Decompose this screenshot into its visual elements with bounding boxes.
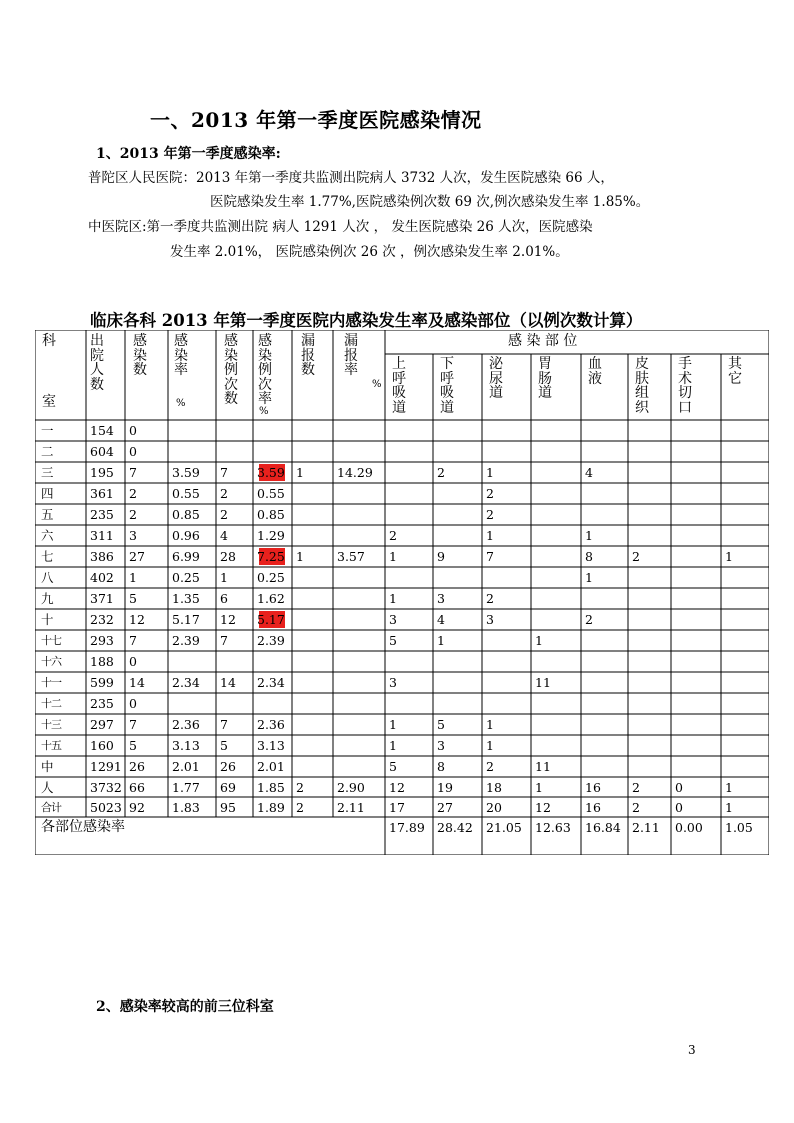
table-cell: 1	[486, 717, 494, 732]
table-cell: 95	[220, 800, 236, 815]
table-cell: 2	[632, 549, 640, 564]
table-cell: 2	[129, 507, 137, 522]
table-cell: 2.90	[337, 780, 365, 795]
paragraph-putuo-line1: 普陀区人民医院：2013 年第一季度共监测出院病人 3732 人次，发生医院感染 66 人，	[88, 170, 614, 186]
table-cell: 5	[389, 633, 397, 648]
table-cell: 2.34	[172, 675, 200, 690]
dept-cell: 一	[41, 423, 54, 438]
dept-cell: 合计	[41, 801, 61, 814]
table-cell: 1	[389, 549, 397, 564]
table-cell: 69	[220, 780, 236, 795]
table-cell: 0	[129, 696, 137, 711]
table-cell: 12	[535, 800, 551, 815]
dept-cell: 三	[41, 465, 54, 480]
table-cell: 5.17	[257, 612, 285, 627]
table-cell: 3.13	[172, 738, 200, 753]
header-case-rate: 感染例次率	[258, 333, 272, 407]
table-cell: 7	[220, 633, 228, 648]
table-cell: 5	[129, 738, 137, 753]
table-cell: 8	[585, 549, 593, 564]
paragraph-tcm-line2: 发生率 2.01%， 医院感染例次 26 次 ，例次感染发生率 2.01%。	[170, 244, 569, 260]
table-cell: 11	[535, 759, 551, 774]
table-cell: 1	[129, 570, 137, 585]
header-site-3: 胃肠道	[538, 356, 552, 401]
table-cell: 27	[437, 800, 453, 815]
table-cell: 8	[437, 759, 445, 774]
table-cell: 5.17	[172, 612, 200, 627]
table-cell: 18	[486, 780, 502, 795]
header-site-2: 泌尿道	[489, 356, 503, 401]
table-cell: 2.34	[257, 675, 285, 690]
table-cell: 1	[296, 549, 304, 564]
header-rate: 感染率	[174, 333, 188, 378]
dept-cell: 九	[41, 591, 54, 606]
table-cell: 154	[90, 423, 114, 438]
dept-cell: 十五	[41, 739, 61, 752]
table-cell: 7.25	[257, 549, 285, 564]
table-cell: 2	[129, 486, 137, 501]
table-cell: 17	[389, 800, 405, 815]
table-cell: 26	[129, 759, 145, 774]
footer-value: 0.00	[675, 820, 703, 835]
table-cell: 3	[437, 591, 445, 606]
table-cell: 311	[90, 528, 114, 543]
dept-cell: 四	[41, 486, 54, 501]
table-cell: 3.59	[257, 465, 285, 480]
footer-value: 1.05	[725, 820, 753, 835]
table-cell: 297	[90, 717, 114, 732]
table-cell: 14	[129, 675, 145, 690]
table-cell: 1	[389, 717, 397, 732]
table-cell: 1.29	[257, 528, 285, 543]
table-cell: 3	[437, 738, 445, 753]
dept-cell: 人	[41, 780, 54, 795]
table-cell: 2	[220, 486, 228, 501]
table-cell: 5	[220, 738, 228, 753]
table-cell: 14	[220, 675, 236, 690]
pct-rate: %	[176, 398, 186, 409]
table-cell: 1	[486, 738, 494, 753]
dept-cell: 十	[41, 612, 54, 627]
footer-label: 各部位感染率	[41, 819, 125, 835]
table-cell: 3.13	[257, 738, 285, 753]
table-cell: 6.99	[172, 549, 200, 564]
section-1-heading: 1、2013 年第一季度感染率:	[96, 146, 281, 162]
table-cell: 92	[129, 800, 145, 815]
table-cell: 1.77	[172, 780, 200, 795]
table-cell: 1	[725, 780, 733, 795]
table-cell: 4	[585, 465, 593, 480]
table-cell: 3732	[90, 780, 122, 795]
footer-value: 2.11	[632, 820, 660, 835]
dept-cell: 十一	[41, 676, 61, 689]
pct-case-rate: %	[259, 406, 269, 417]
table-cell: 188	[90, 654, 114, 669]
table-cell: 1	[725, 549, 733, 564]
dept-cell: 五	[41, 507, 54, 522]
table-cell: 1	[585, 570, 593, 585]
table-cell: 2	[296, 780, 304, 795]
table-cell: 3	[389, 612, 397, 627]
table-cell: 235	[90, 696, 114, 711]
page-title: 一、2013 年第一季度医院感染情况	[150, 108, 482, 132]
table-cell: 1.35	[172, 591, 200, 606]
table-cell: 2	[632, 780, 640, 795]
table-cell: 1	[389, 591, 397, 606]
dept-cell: 十六	[41, 655, 61, 668]
table-cell: 9	[437, 549, 445, 564]
dept-cell: 七	[41, 549, 54, 564]
page-number: 3	[688, 1043, 696, 1057]
table-cell: 3	[486, 612, 494, 627]
table-cell: 7	[129, 717, 137, 732]
table-cell: 2	[220, 507, 228, 522]
header-site-7: 其它	[728, 356, 742, 387]
table-cell: 3.57	[337, 549, 365, 564]
table-cell: 3	[129, 528, 137, 543]
table-cell: 1	[486, 465, 494, 480]
table-cell: 20	[486, 800, 502, 815]
table-cell: 0.85	[257, 507, 285, 522]
header-site-5: 皮肤组织	[635, 356, 649, 416]
dept-cell: 中	[41, 759, 54, 774]
table-cell: 0	[129, 654, 137, 669]
table-cell: 28	[220, 549, 236, 564]
table-cell: 0	[675, 780, 683, 795]
table-cell: 2	[486, 759, 494, 774]
table-cell: 604	[90, 444, 114, 459]
dept-cell: 八	[41, 570, 54, 585]
table-cell: 0.25	[172, 570, 200, 585]
footer-value: 17.89	[389, 820, 425, 835]
table-cell: 0.55	[172, 486, 200, 501]
table-cell: 1.83	[172, 800, 200, 815]
table-cell: 0.85	[172, 507, 200, 522]
table-cell: 2	[296, 800, 304, 815]
table-cell: 5	[437, 717, 445, 732]
table-cell: 0.96	[172, 528, 200, 543]
table-cell: 0	[129, 444, 137, 459]
table-cell: 16	[585, 780, 601, 795]
table-cell: 1	[437, 633, 445, 648]
table-title: 临床各科 2013 年第一季度医院内感染发生率及感染部位（以例次数计算）	[90, 311, 643, 330]
table-cell: 361	[90, 486, 114, 501]
table-cell: 2	[632, 800, 640, 815]
table-cell: 1	[296, 465, 304, 480]
paragraph-tcm-line1: 中医院区:第一季度共监测出院 病人 1291 人次 ， 发生医院感染 26 人次，医院感染	[88, 219, 593, 235]
table-cell: 599	[90, 675, 114, 690]
header-site-4: 血液	[588, 356, 602, 387]
dept-cell: 二	[41, 444, 54, 459]
footer-value: 28.42	[437, 820, 473, 835]
dept-cell: 十三	[41, 718, 61, 731]
table-cell: 2.36	[172, 717, 200, 732]
table-cell: 160	[90, 738, 114, 753]
table-cell: 0	[675, 800, 683, 815]
table-cell: 2	[486, 591, 494, 606]
table-cell: 2.11	[337, 800, 365, 815]
table-cell: 27	[129, 549, 145, 564]
table-cell: 5023	[90, 800, 122, 815]
header-infected: 感染数	[133, 333, 147, 378]
table-cell: 195	[90, 465, 114, 480]
footer-value: 16.84	[585, 820, 621, 835]
table-cell: 2.39	[257, 633, 285, 648]
table-cell: 1	[535, 633, 543, 648]
header-site-6: 手术切口	[678, 356, 692, 416]
table-cell: 1	[486, 528, 494, 543]
table-cell: 4	[220, 528, 228, 543]
table-cell: 293	[90, 633, 114, 648]
table-cell: 3.59	[172, 465, 200, 480]
header-site-0: 上呼吸道	[392, 356, 406, 416]
table-cell: 12	[389, 780, 405, 795]
table-cell: 7	[129, 633, 137, 648]
table-cell: 12	[129, 612, 145, 627]
table-cell: 12	[220, 612, 236, 627]
table-cell: 1	[535, 780, 543, 795]
table-cell: 5	[389, 759, 397, 774]
header-cases: 感染例次数	[224, 333, 238, 407]
header-dept-top: 科	[42, 333, 56, 349]
table-cell: 232	[90, 612, 114, 627]
table-cell: 2.01	[172, 759, 200, 774]
table-cell: 2	[486, 486, 494, 501]
table-cell: 386	[90, 549, 114, 564]
table-cell: 19	[437, 780, 453, 795]
table-cell: 1.62	[257, 591, 285, 606]
table-cell: 1	[389, 738, 397, 753]
table-cell: 0.55	[257, 486, 285, 501]
table-cell: 1	[725, 800, 733, 815]
table-cell: 2	[437, 465, 445, 480]
header-dept-bottom: 室	[42, 394, 56, 410]
pct-missed-rate: %	[372, 379, 382, 390]
table-cell: 7	[129, 465, 137, 480]
dept-cell: 六	[41, 528, 54, 543]
table-cell: 2	[389, 528, 397, 543]
table-cell: 2.01	[257, 759, 285, 774]
dept-cell: 十二	[41, 697, 61, 710]
table-cell: 1	[585, 528, 593, 543]
header-site-1: 下呼吸道	[440, 356, 454, 416]
table-cell: 7	[486, 549, 494, 564]
table-cell: 1.85	[257, 780, 285, 795]
table-cell: 1.89	[257, 800, 285, 815]
footer-value: 12.63	[535, 820, 571, 835]
header-missed: 漏报数	[301, 333, 315, 378]
table-cell: 26	[220, 759, 236, 774]
table-cell: 2.36	[257, 717, 285, 732]
table-cell: 7	[220, 465, 228, 480]
table-cell: 14.29	[337, 465, 373, 480]
table-cell: 16	[585, 800, 601, 815]
table-cell: 0	[129, 423, 137, 438]
table-cell: 2.39	[172, 633, 200, 648]
table-cell: 5	[129, 591, 137, 606]
table-cell: 7	[220, 717, 228, 732]
footer-value: 21.05	[486, 820, 522, 835]
table-cell: 4	[437, 612, 445, 627]
table-cell: 0.25	[257, 570, 285, 585]
section-2-heading: 2、感染率较高的前三位科室	[96, 999, 274, 1015]
table-cell: 66	[129, 780, 145, 795]
header-site-group: 感 染 部 位	[508, 333, 578, 349]
table-cell: 371	[90, 591, 114, 606]
header-missed-rate: 漏报率	[344, 333, 358, 378]
paragraph-putuo-line2: 医院感染发生率 1.77%,医院感染例次数 69 次,例次感染发生率 1.85%。	[210, 194, 650, 210]
table-cell: 6	[220, 591, 228, 606]
dept-cell: 十七	[41, 634, 61, 647]
table-cell: 402	[90, 570, 114, 585]
table-cell: 235	[90, 507, 114, 522]
table-cell: 11	[535, 675, 551, 690]
table-cell: 2	[585, 612, 593, 627]
table-cell: 2	[486, 507, 494, 522]
table-cell: 3	[389, 675, 397, 690]
table-cell: 1291	[90, 759, 122, 774]
table-cell: 1	[220, 570, 228, 585]
header-discharged: 出院人数	[90, 333, 104, 393]
